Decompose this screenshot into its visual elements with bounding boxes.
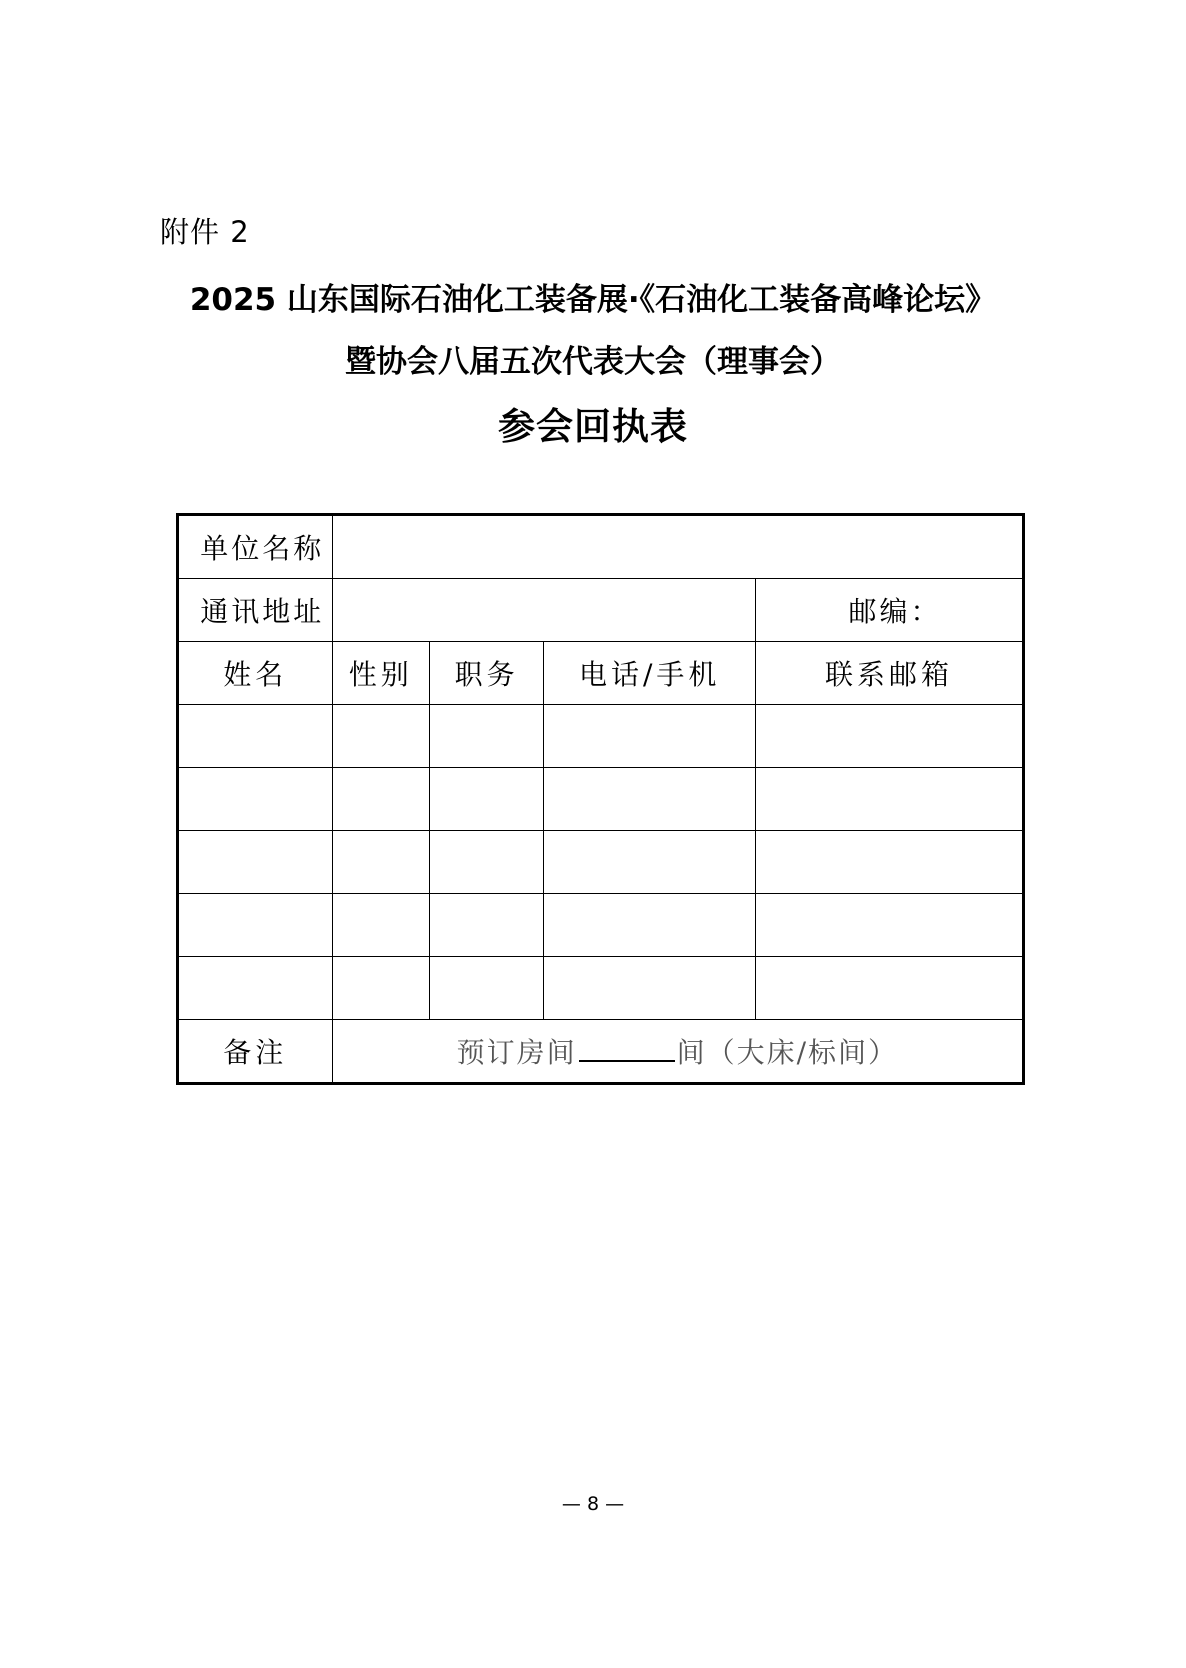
room-booking-prefix: 预订房间 [456, 1036, 577, 1069]
name-cell[interactable] [178, 705, 333, 768]
email-cell[interactable] [756, 894, 1024, 957]
name-cell[interactable] [178, 894, 333, 957]
position-cell[interactable] [429, 894, 543, 957]
email-cell[interactable] [756, 957, 1024, 1020]
position-cell[interactable] [429, 768, 543, 831]
gender-cell[interactable] [332, 768, 429, 831]
header-email: 联系邮箱 [756, 642, 1024, 705]
remarks-row [178, 1020, 1024, 1084]
title-line-1: 2025 山东国际石油化工装备展·《石油化工装备高峰论坛》 [189, 282, 997, 318]
table-row [178, 957, 1024, 1020]
position-cell[interactable] [429, 705, 543, 768]
unit-name-label: 单位名称 [178, 515, 333, 579]
phone-cell[interactable] [544, 831, 756, 894]
registration-form-table [176, 513, 1025, 1085]
name-cell[interactable] [178, 957, 333, 1020]
form-title: 参会回执表 [498, 405, 688, 448]
title-line-2: 暨协会八届五次代表大会（理事会） [345, 344, 841, 380]
gender-cell[interactable] [332, 705, 429, 768]
address-row [178, 579, 1024, 642]
room-count-blank[interactable] [579, 1034, 675, 1062]
header-phone: 电话/手机 [544, 642, 756, 705]
table-row [178, 768, 1024, 831]
phone-cell[interactable] [544, 957, 756, 1020]
email-cell[interactable] [756, 831, 1024, 894]
phone-cell[interactable] [544, 894, 756, 957]
table-row [178, 705, 1024, 768]
phone-cell[interactable] [544, 705, 756, 768]
table-row [178, 894, 1024, 957]
header-gender: 性别 [332, 642, 429, 705]
gender-cell[interactable] [332, 894, 429, 957]
room-booking-suffix: 间（大床/标间） [676, 1036, 899, 1069]
postcode-field[interactable]: 邮编： [756, 579, 1024, 642]
position-cell[interactable] [429, 831, 543, 894]
table-row [178, 831, 1024, 894]
unit-name-row [178, 515, 1024, 579]
header-row [178, 642, 1024, 705]
email-cell[interactable] [756, 705, 1024, 768]
phone-cell[interactable] [544, 768, 756, 831]
email-cell[interactable] [756, 768, 1024, 831]
remarks-label: 备注 [178, 1020, 333, 1084]
gender-cell[interactable] [332, 957, 429, 1020]
header-name: 姓名 [178, 642, 333, 705]
page-number: — 8 — [561, 1493, 625, 1515]
attachment-label: 附件 2 [160, 215, 250, 249]
address-label: 通讯地址 [178, 579, 333, 642]
address-field[interactable] [332, 579, 756, 642]
name-cell[interactable] [178, 831, 333, 894]
remarks-field [332, 1020, 1023, 1084]
gender-cell[interactable] [332, 831, 429, 894]
unit-name-field[interactable] [332, 515, 1023, 579]
header-position: 职务 [429, 642, 543, 705]
position-cell[interactable] [429, 957, 543, 1020]
name-cell[interactable] [178, 768, 333, 831]
